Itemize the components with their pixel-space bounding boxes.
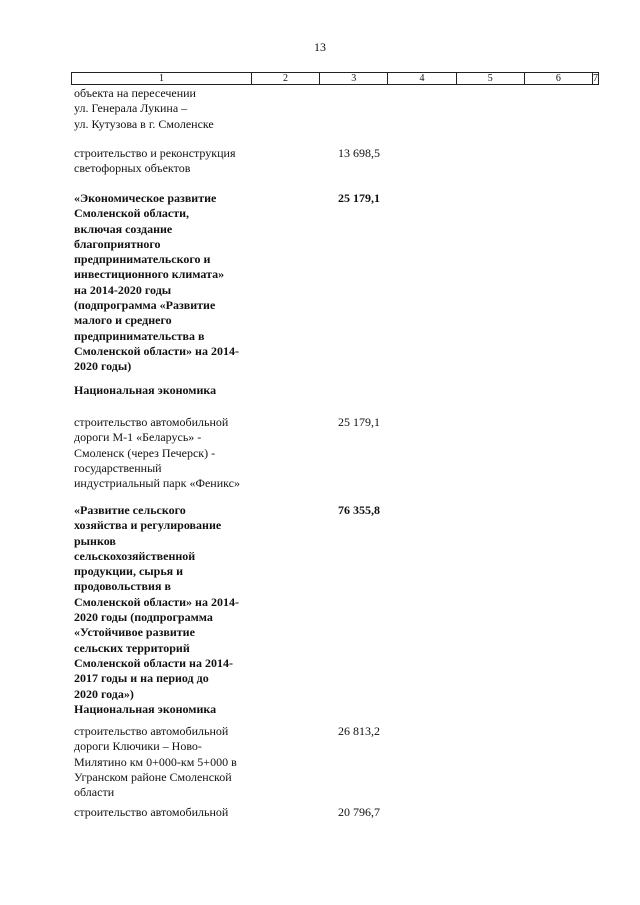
row-text-traffic-lights: строительство и реконструкция светофорных объектов <box>74 146 236 176</box>
row-amount-road-klyuchiki: 26 813,2 <box>338 724 380 738</box>
page-number: 13 <box>314 40 326 54</box>
row-text-object-intersection: объекта на пересечении ул. Генерала Лукина – ул. Кутузова в г. Смоленске <box>74 86 214 131</box>
row-text-economic-development-program: «Экономическое развитие Смоленской области, включая создание благоприятного предпринимательского и инвестиционного климата» на 2014-2020 годы (подпрограмма «Развитие малого и среднего предпринимательства в Смоленской области» на 2014- 2020 годы) <box>74 191 239 374</box>
table-header-row <box>71 72 599 85</box>
row-text-road-construction: строительство автомобильной <box>74 805 229 819</box>
row-amount-traffic-lights: 13 698,5 <box>338 146 380 160</box>
row-amount-road-m1-phoenix: 25 179,1 <box>338 415 380 429</box>
row-text-road-klyuchiki: строительство автомобильной дороги Ключики – Ново- Милятино км 0+000-км 5+000 в Угранском районе Смоленской области <box>74 724 237 800</box>
column-header-7: 7 <box>593 73 599 84</box>
column-header-6: 6 <box>524 73 592 84</box>
row-text-agriculture-program: «Развитие сельского хозяйства и регулирование рынков сельскохозяйственной продукции, сырья и продовольствия в Смоленской области» на 2014- 2020 годы (подпрограмма «Устойчивое развитие сельских территорий Смоленской области на 2014- 2017 годы и на период до 2020 года») Национальная экономика <box>74 503 239 716</box>
column-header-2: 2 <box>251 73 319 84</box>
column-header-1: 1 <box>158 73 164 84</box>
row-text-road-m1-phoenix: строительство автомобильной дороги М-1 «Беларусь» - Смоленск (через Печерск) - государственный индустриальный парк «Феникс» <box>74 415 240 491</box>
column-header-4: 4 <box>387 73 455 84</box>
row-amount-agriculture-program: 76 355,8 <box>338 503 380 517</box>
row-text-national-economy-1: Национальная экономика <box>74 383 217 397</box>
column-header-3: 3 <box>319 73 387 84</box>
row-amount-economic-development-program: 25 179,1 <box>338 191 380 205</box>
row-amount-road-construction: 20 796,7 <box>338 805 380 819</box>
column-header-5: 5 <box>456 73 524 84</box>
